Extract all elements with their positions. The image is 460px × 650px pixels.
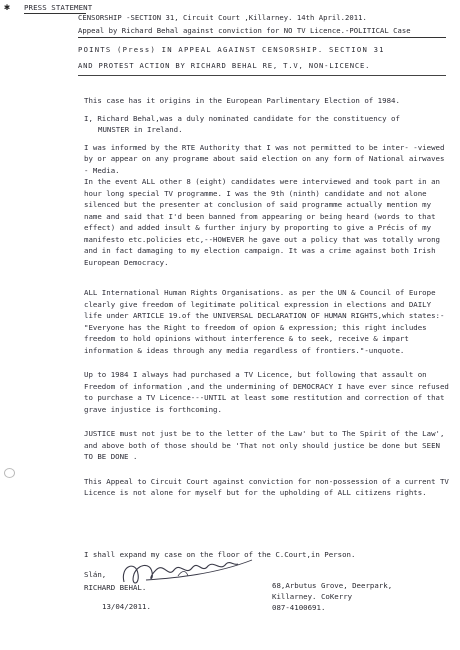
closing-line: I shall expand my case on the floor of the C.Court,in Person. <box>84 550 356 559</box>
header-line-1: CENSORSHIP -SECTION 31, Circuit Court ,Killarney. 14th April.2011. <box>78 13 367 22</box>
author-address <box>272 580 392 613</box>
paragraph-origins: This case has it origins in the European Parlimentary Election of 1984. <box>84 96 400 105</box>
salutation: Slán, <box>84 570 107 579</box>
paragraph-candidate-cont: MUNSTER in Ireland. <box>98 125 183 134</box>
paragraph-appeal: This Appeal to Circuit Court against conviction for non-possession of a current TV Licence is not alone for myself but for the upholding of ALL citizens rights. <box>84 476 449 497</box>
header-line-3: POINTS (Press) IN APPEAL AGAINST CENSORSHIP. SECTION 31 <box>78 45 385 54</box>
paragraph-tv-licence: Up to 1984 I always had purchased a TV Licence, but following that assault on Freedom of information ,and the undermining of DEMOCRACY I have ever since refused to purchase a TV Licence---UNTIL at least some restitution and correction of that grave injustice is forthcoming. <box>84 370 449 414</box>
statement-body <box>84 95 452 499</box>
asterisk-mark: ✱ <box>4 2 11 13</box>
press-statement-label: PRESS STATEMENT <box>24 3 93 12</box>
header-rule-bottom <box>78 75 446 76</box>
author-name: RICHARD BEHAL. <box>84 583 147 592</box>
paragraph-tv-programme: In the event ALL other 8 (eight) candidates were interviewed and took part in an hour long special TV programme. I was the 9th (ninth) candidate and not alone silenced but the presenter at conclusion of said programme actually mention my name and said that I'd been banned from appearing or being heard (words to that effect) and added insult & further injury by proporting to give a Précis of my manifesto etc.policies etc,--HOWEVER he gave out a policy that was totally wrong and in fact damaging to my election campaign. It was a crime against both Irish European Democracy. <box>84 177 440 267</box>
paragraph-human-rights: ALL International Human Rights Organisations. as per the UN & Council of Europe clearly give freedom of legitimate political expression in elections and DAILY life under ARTICLE 19.of the UNIVERSAL DECLARATION OF HUMAN RIGHTS,which states:- "Everyone has the Right to freedom of opion & expression; this right includes freedom to hold opinions without interference & to seek, receive & impart information & ideas through any media regardless of frontiers."-unquote. <box>84 288 445 355</box>
header-rule-top <box>78 37 446 38</box>
paragraph-rte-ban: I was informed by the RTE Authority that I was not permitted to be inter- -viewed by or appear on any programe about said election on any form of National airwaves - Media. <box>84 142 445 175</box>
punch-hole <box>4 468 15 478</box>
header-line-2: Appeal by Richard Behal against conviction for NO TV Licence.-POLITICAL Case <box>78 26 411 35</box>
paragraph-candidate: I, Richard Behal,was a duly nominated candidate for the constituency of <box>84 113 400 123</box>
address-line-1: 68,Arbutus Grove, Deerpark, <box>272 581 393 590</box>
header-underline <box>24 13 86 14</box>
address-phone: 087-4100691. <box>272 603 326 612</box>
paragraph-justice: JUSTICE must not just be to the letter of the Law' but to The Spirit of the Law', and above both of those should be 'That not only should justice be done but SEEN TO BE DONE . <box>84 429 445 461</box>
address-line-2: Killarney. CoKerry <box>272 592 353 601</box>
header-line-4: AND PROTEST ACTION BY RICHARD BEHAL RE, T.V, NON-LICENCE. <box>78 61 371 70</box>
signature-date: 13/04/2011. <box>102 602 151 611</box>
